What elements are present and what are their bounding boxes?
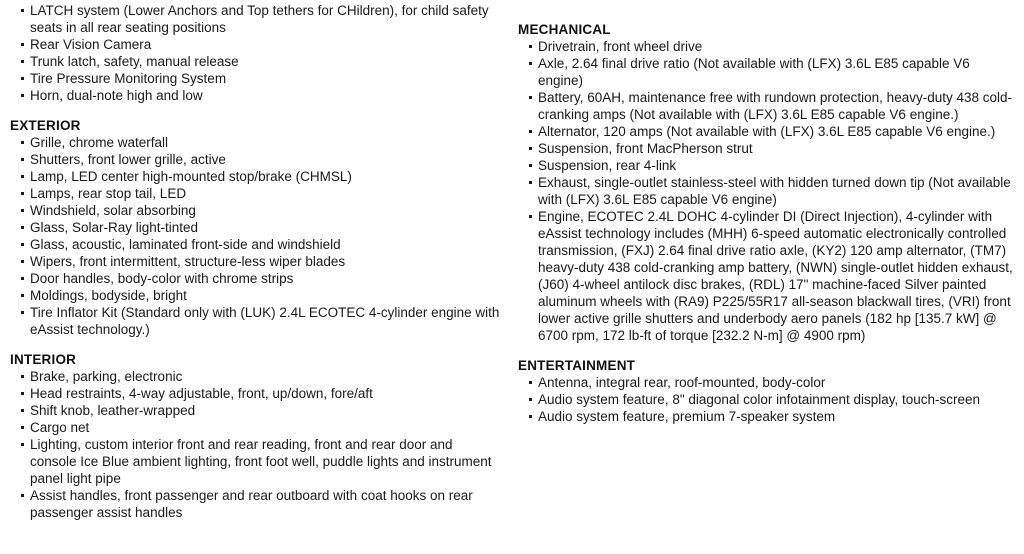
spec-item: Glass, Solar-Ray light-tinted	[20, 219, 502, 236]
spec-item: Trunk latch, safety, manual release	[20, 53, 502, 70]
spec-item: Rear Vision Camera	[20, 36, 502, 53]
spec-list-mechanical	[528, 38, 1016, 344]
section-interior	[10, 351, 502, 521]
spec-list-exterior	[20, 134, 502, 338]
spec-list-entertainment	[528, 374, 1016, 425]
section-title-interior: INTERIOR	[10, 352, 77, 367]
spec-item: Tire Inflator Kit (Standard only with (LUK) 2.4L ECOTEC 4-cylinder engine with eAssist technology.)	[20, 304, 502, 338]
spec-item: Antenna, integral rear, roof-mounted, body-color	[528, 374, 1016, 391]
spec-item: Shutters, front lower grille, active	[20, 151, 502, 168]
spec-item: Shift knob, leather-wrapped	[20, 402, 502, 419]
spec-item: LATCH system (Lower Anchors and Top tethers for CHildren), for child safety seats in all rear seating positions	[20, 2, 502, 36]
left-column	[10, 2, 502, 521]
spec-item: Engine, ECOTEC 2.4L DOHC 4-cylinder DI (Direct Injection), 4-cylinder with eAssist technology includes (MHH) 6-speed automatic electronically controlled transmission, (FXJ) 2.64 final drive ratio axle, (KY2) 120 amp alternator, (TM7) heavy-duty 438 cold-cranking amp battery, (NWN) single-outlet hidden exhaust, (J60) 4-wheel antilock disc brakes, (RDL) 17" machine-faced Silver painted aluminum wheels with (RA9) P225/55R17 all-season blackwall tires, (VRI) front lower active grille shutters and underbody aero panels (182 hp [135.7 kW] @ 6700 rpm, 172 lb-ft of torque [232.2 N-m] @ 4900 rpm)	[528, 208, 1016, 344]
spec-item: Lamps, rear stop tail, LED	[20, 185, 502, 202]
spec-item: Head restraints, 4-way adjustable, front, up/down, fore/aft	[20, 385, 502, 402]
section-entertainment	[518, 357, 1016, 425]
section-safety-partial	[10, 2, 502, 104]
spec-item: Door handles, body-color with chrome strips	[20, 270, 502, 287]
spec-item: Glass, acoustic, laminated front-side and windshield	[20, 236, 502, 253]
spec-item: Audio system feature, premium 7-speaker system	[528, 408, 1016, 425]
spec-item: Tire Pressure Monitoring System	[20, 70, 502, 87]
right-column	[518, 2, 1016, 425]
spec-item: Lighting, custom interior front and rear reading, front and rear door and console Ice Blue ambient lighting, front foot well, puddle lights and instrument panel light pipe	[20, 436, 502, 487]
spec-item: Drivetrain, front wheel drive	[528, 38, 1016, 55]
spec-item: Audio system feature, 8" diagonal color infotainment display, touch-screen	[528, 391, 1016, 408]
spec-item: Grille, chrome waterfall	[20, 134, 502, 151]
section-title-exterior: EXTERIOR	[10, 118, 81, 133]
spec-item: Assist handles, front passenger and rear outboard with coat hooks on rear passenger assist handles	[20, 487, 502, 521]
section-title-mechanical: MECHANICAL	[518, 22, 611, 37]
spec-item: Moldings, bodyside, bright	[20, 287, 502, 304]
spec-item: Suspension, front MacPherson strut	[528, 140, 1016, 157]
spec-item: Battery, 60AH, maintenance free with rundown protection, heavy-duty 438 cold-cranking amps (Not available with (LFX) 3.6L E85 capable V6 engine.)	[528, 89, 1016, 123]
spec-item: Horn, dual-note high and low	[20, 87, 502, 104]
section-mechanical	[518, 21, 1016, 344]
spec-list-interior	[20, 368, 502, 521]
spec-item: Windshield, solar absorbing	[20, 202, 502, 219]
spec-list-safety	[20, 2, 502, 104]
spec-item: Alternator, 120 amps (Not available with (LFX) 3.6L E85 capable V6 engine.)	[528, 123, 1016, 140]
spec-item: Exhaust, single-outlet stainless-steel with hidden turned down tip (Not available with (LFX) 3.6L E85 capable V6 engine)	[528, 174, 1016, 208]
spec-item: Wipers, front intermittent, structure-less wiper blades	[20, 253, 502, 270]
spec-item: Axle, 2.64 final drive ratio (Not available with (LFX) 3.6L E85 capable V6 engine)	[528, 55, 1016, 89]
spec-item: Suspension, rear 4-link	[528, 157, 1016, 174]
spec-item: Lamp, LED center high-mounted stop/brake (CHMSL)	[20, 168, 502, 185]
section-title-entertainment: ENTERTAINMENT	[518, 358, 636, 373]
section-exterior	[10, 117, 502, 338]
spec-item: Cargo net	[20, 419, 502, 436]
spec-item: Brake, parking, electronic	[20, 368, 502, 385]
